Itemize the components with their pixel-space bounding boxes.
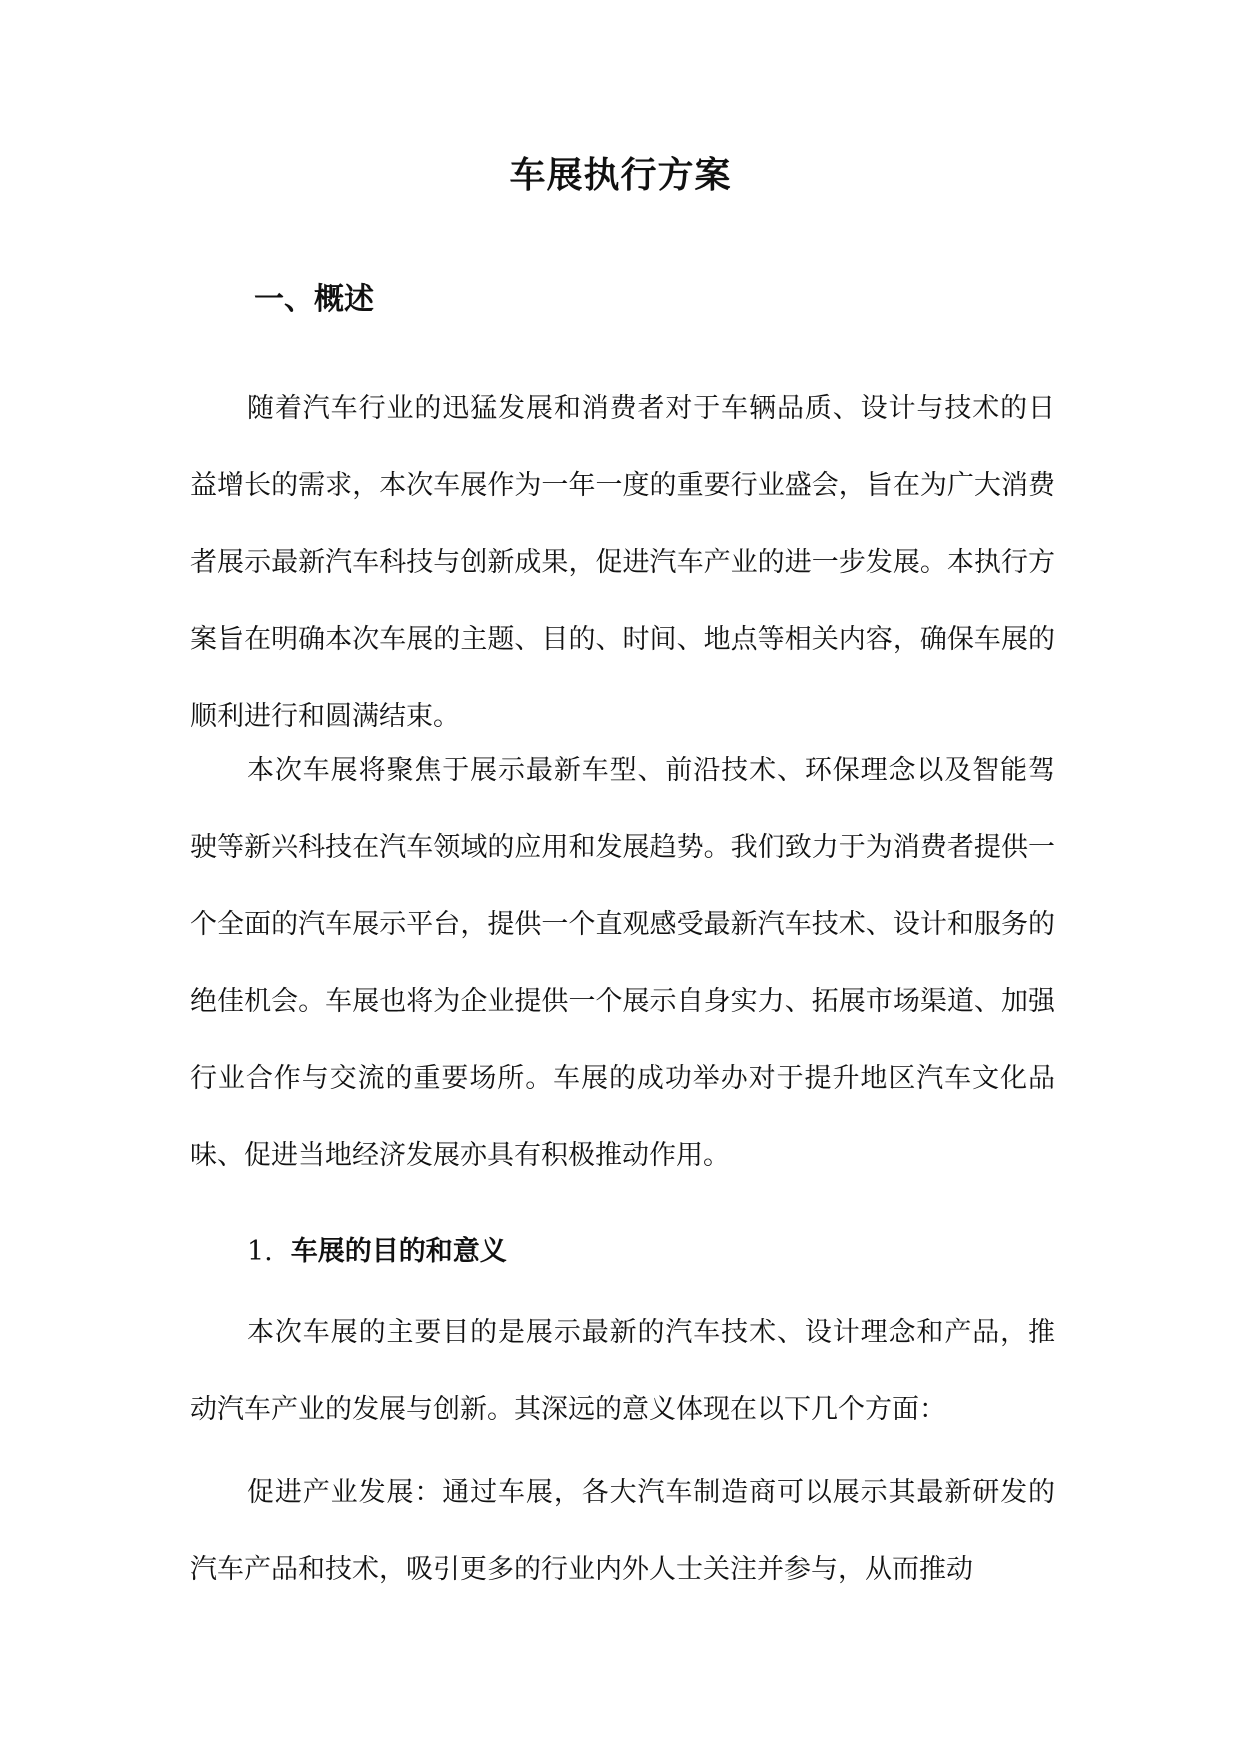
purpose-paragraph-2: 促进产业发展：通过车展，各大汽车制造商可以展示其最新研发的汽车产品和技术，吸引更多的行业内外人士关注并参与，从而推动 (190, 1477, 1055, 1585)
subsection-heading-purpose (247, 1232, 507, 1272)
purpose-paragraph-1: 本次车展的主要目的是展示最新的汽车技术、设计理念和产品，推动汽车产业的发展与创新。其深远的意义体现在以下几个方面： (190, 1317, 1055, 1425)
overview-paragraph-2: 本次车展将聚焦于展示最新车型、前沿技术、环保理念以及智能驾驶等新兴科技在汽车领域的应用和发展趋势。我们致力于为消费者提供一个全面的汽车展示平台，提供一个直观感受最新汽车技术、设计和服务的绝佳机会。车展也将为企业提供一个展示自身实力、拓展市场渠道、加强行业合作与交流的重要场所。车展的成功举办对于提升地区汽车文化品味、促进当地经济发展亦具有积极推动作用。 (190, 755, 1055, 1171)
section-heading-overview: 一、概述 (254, 282, 374, 317)
document-title: 车展执行方案 (509, 154, 732, 196)
overview-paragraph-1: 随着汽车行业的迅猛发展和消费者对于车辆品质、设计与技术的日益增长的需求，本次车展作为一年一度的重要行业盛会，旨在为广大消费者展示最新汽车科技与创新成果，促进汽车产业的进一步发展。本执行方案旨在明确本次车展的主题、目的、时间、地点等相关内容，确保车展的顺利进行和圆满结束。 (190, 393, 1055, 732)
subsection-title: 车展的目的和意义 (290, 1236, 507, 1267)
subsection-number: 1. (247, 1236, 273, 1267)
